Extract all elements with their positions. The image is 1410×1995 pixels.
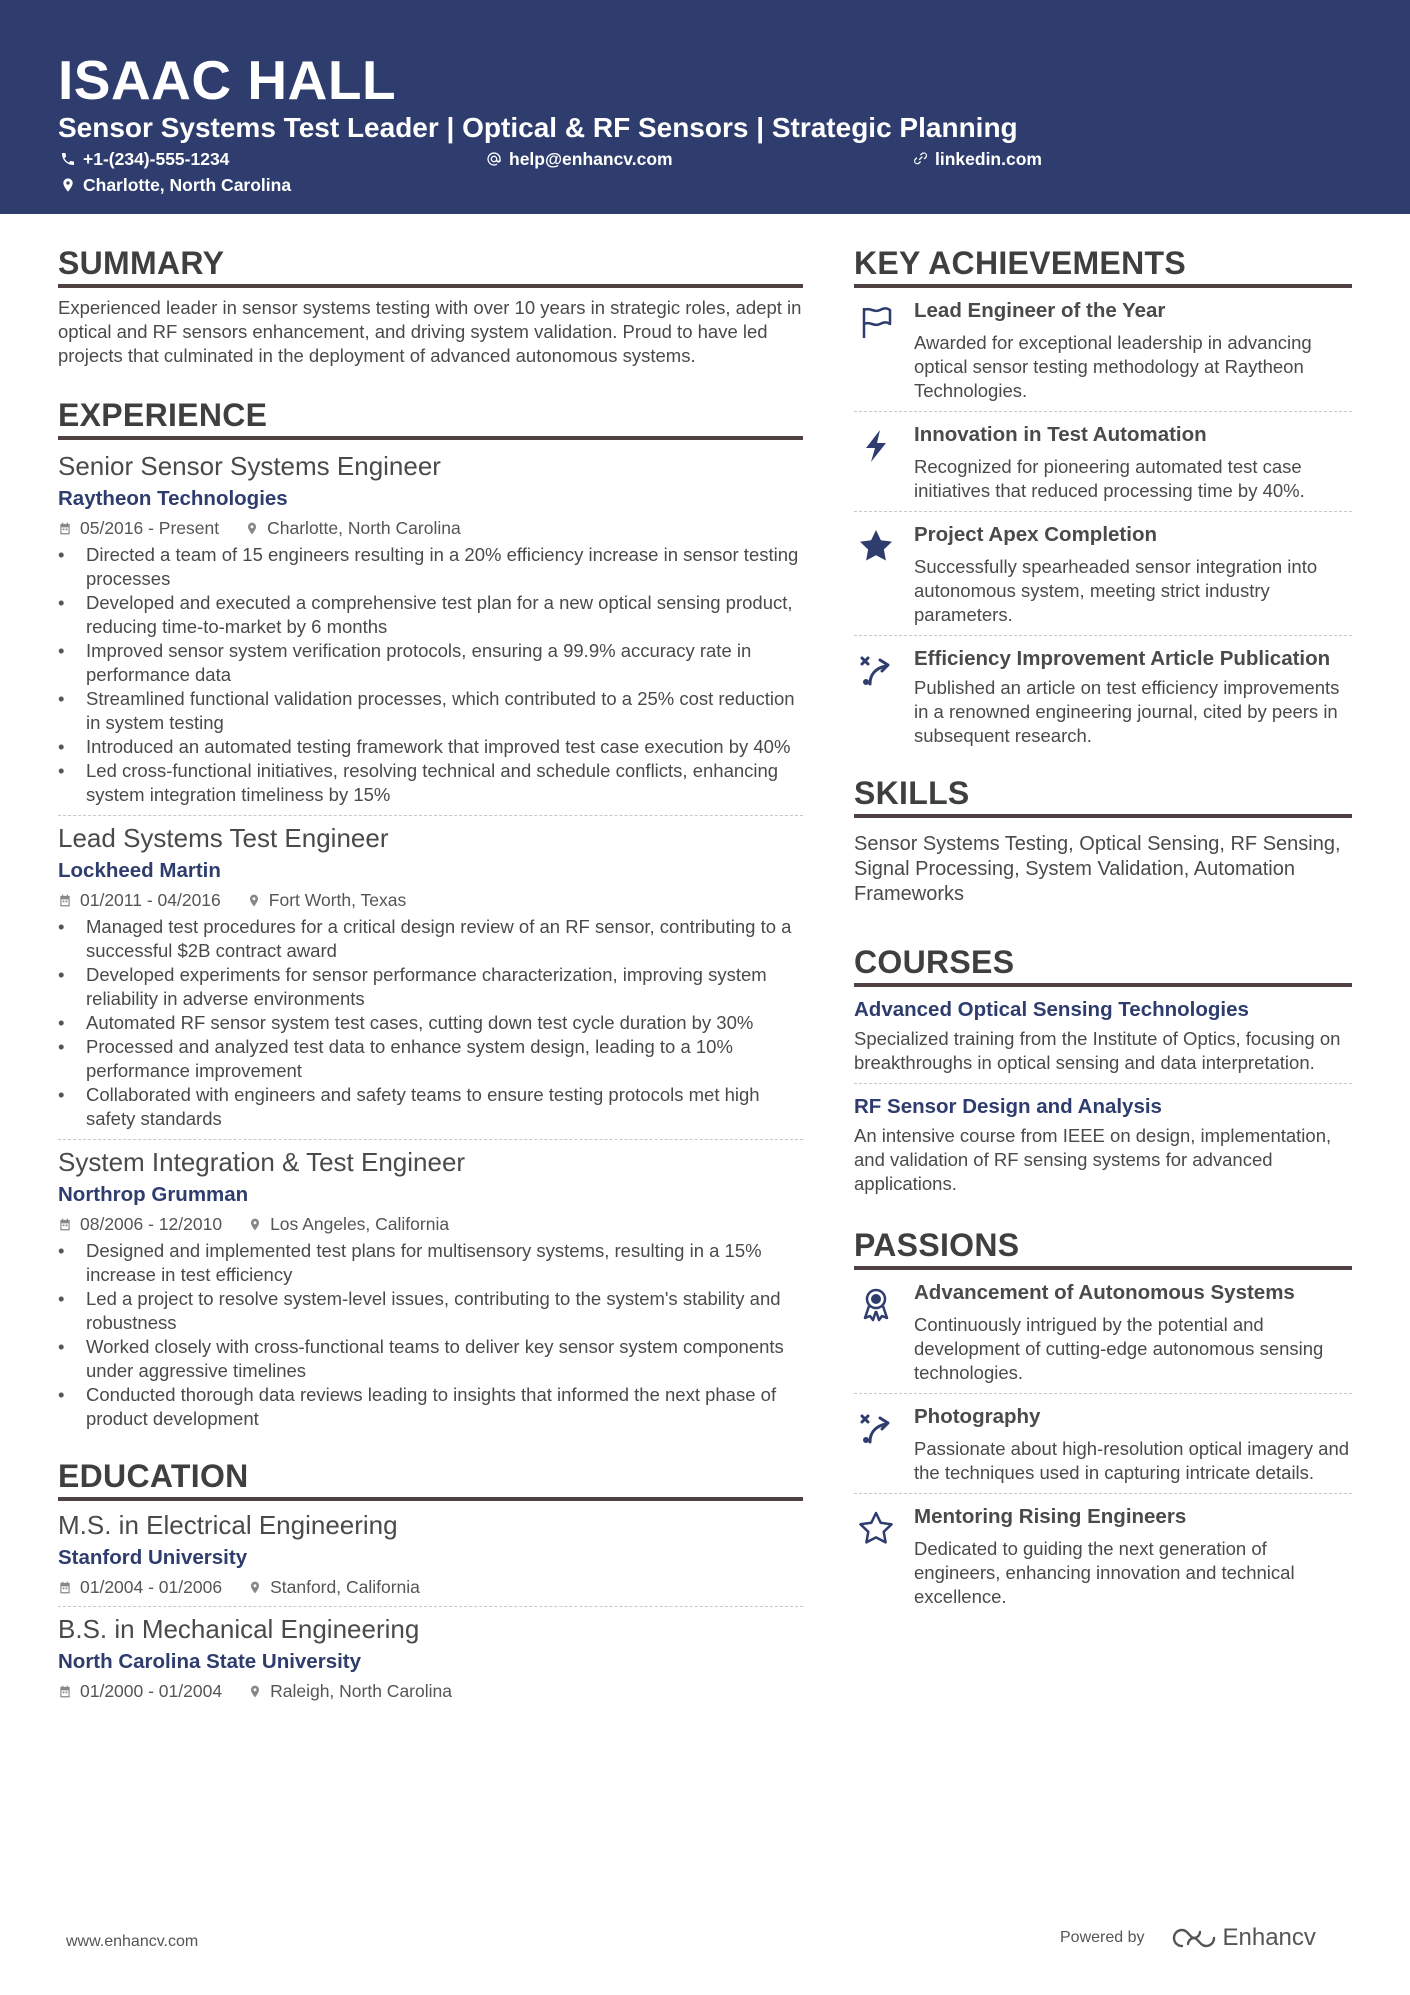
company-name: Raytheon Technologies — [58, 487, 288, 510]
phone-text: +1-(234)-555-1234 — [83, 149, 230, 169]
phone-icon — [60, 151, 76, 167]
experience-entry — [58, 450, 803, 807]
education-dates — [58, 1576, 222, 1598]
dates-text: 05/2016 - Present — [80, 518, 220, 538]
email-text[interactable]: help@enhancv.com — [509, 149, 673, 169]
passion-title: Photography — [914, 1405, 1041, 1428]
calendar-icon — [58, 893, 72, 908]
achievement-title: Lead Engineer of the Year — [914, 299, 1166, 322]
passion-desc: Dedicated to guiding the next generation of engineers, enhancing innovation and technical excellence. — [914, 1538, 1295, 1607]
achievement-title: Project Apex Completion — [914, 523, 1157, 546]
dates-text: 08/2006 - 12/2010 — [80, 1214, 223, 1234]
job-dates — [58, 889, 221, 911]
education-entry — [58, 1509, 803, 1598]
dates-text: 01/2011 - 04/2016 — [80, 890, 221, 910]
entry-divider — [58, 1606, 803, 1607]
education-location — [248, 1576, 420, 1598]
footer-branding — [1060, 1924, 1316, 1952]
achievement-item — [854, 646, 1352, 748]
dates-text: 01/2000 - 01/2004 — [80, 1681, 223, 1701]
contact-email[interactable] — [486, 148, 673, 170]
bullet-item: • Designed and implemented test plans for multisensory systems, resulting in a 15% increase in test efficiency — [58, 1239, 803, 1287]
passion-desc: Continuously intrigued by the potential and development of cutting-edge autonomous sensing technologies. — [914, 1314, 1324, 1383]
degree-title: M.S. in Electrical Engineering — [58, 1510, 398, 1540]
passion-title: Advancement of Autonomous Systems — [914, 1281, 1295, 1304]
education-entry — [58, 1613, 803, 1702]
footer-website[interactable]: www.enhancv.com — [66, 1933, 199, 1950]
achievement-item — [854, 298, 1352, 403]
company-name: Lockheed Martin — [58, 859, 221, 882]
school-name: Stanford University — [58, 1546, 248, 1569]
candidate-name: ISAAC HALL — [58, 49, 397, 111]
experience-heading: EXPERIENCE — [58, 396, 803, 440]
job-bullets — [58, 915, 803, 1131]
job-meta — [58, 517, 803, 539]
entry-divider — [58, 1139, 803, 1140]
bullet-item: • Introduced an automated testing framework that improved test case execution by 40% — [58, 735, 803, 759]
bullet-item: • Conducted thorough data reviews leading to insights that informed the next phase of product development — [58, 1383, 803, 1431]
location-text: Stanford, California — [270, 1577, 420, 1597]
education-heading: EDUCATION — [58, 1457, 803, 1501]
experience-entry — [58, 1146, 803, 1431]
at-icon — [486, 151, 502, 167]
passion-title: Mentoring Rising Engineers — [914, 1505, 1187, 1528]
contact-phone — [60, 148, 229, 170]
powered-by-text: Powered by — [1060, 1929, 1145, 1946]
flag-icon — [858, 304, 894, 340]
star-icon — [858, 528, 894, 564]
brand-name: Enhancv — [1222, 1924, 1316, 1951]
achievement-item — [854, 422, 1352, 503]
passion-item — [854, 1504, 1352, 1609]
course-desc: An intensive course from IEEE on design, implementation, and validation of RF sensing systems for advanced applications. — [854, 1125, 1332, 1194]
bullet-item: • Collaborated with engineers and safety teams to ensure testing protocols met high safety standards — [58, 1083, 803, 1131]
bullet-item: • Managed test procedures for a critical design review of an RF sensor, contributing to a successful $2B contract award — [58, 915, 803, 963]
school-name: North Carolina State University — [58, 1650, 362, 1673]
job-location — [245, 517, 461, 539]
education-meta — [58, 1576, 803, 1598]
bullet-item: • Worked closely with cross-functional teams to deliver key sensor system components under aggressive timelines — [58, 1335, 803, 1383]
location-text: Raleigh, North Carolina — [270, 1681, 452, 1701]
dates-text: 01/2004 - 01/2006 — [80, 1577, 223, 1597]
contact-location — [60, 174, 291, 196]
enhancv-logo-icon — [1171, 1926, 1217, 1950]
company-name: Northrop Grumman — [58, 1183, 249, 1206]
passion-item — [854, 1404, 1352, 1485]
job-title: System Integration & Test Engineer — [58, 1147, 466, 1177]
bullet-item: • Improved sensor system verification protocols, ensuring a 99.9% accuracy rate in performance data — [58, 639, 803, 687]
location-pin-icon — [248, 1217, 262, 1232]
achievement-title: Efficiency Improvement Article Publication — [914, 647, 1331, 670]
courses-heading: COURSES — [854, 943, 1352, 987]
skills-text: Sensor Systems Testing, Optical Sensing, RF Sensing, Signal Processing, System Validation, Automation Frameworks — [854, 833, 1341, 905]
linkedin-text[interactable]: linkedin.com — [935, 149, 1042, 169]
job-location — [248, 1213, 449, 1235]
achievements-heading: KEY ACHIEVEMENTS — [854, 244, 1352, 288]
course-title: Advanced Optical Sensing Technologies — [854, 998, 1249, 1021]
entry-divider — [854, 1083, 1352, 1084]
candidate-tagline: Sensor Systems Test Leader | Optical & RF Sensors | Strategic Planning — [58, 112, 1018, 143]
achievement-item — [854, 522, 1352, 627]
education-meta — [58, 1680, 803, 1702]
passion-desc: Passionate about high-resolution optical imagery and the techniques used in capturing intricate details. — [914, 1438, 1350, 1483]
link-icon — [912, 151, 928, 167]
job-bullets — [58, 543, 803, 807]
course-item — [854, 997, 1352, 1075]
bullet-item: • Led a project to resolve system-level issues, contributing to the system's stability and robustness — [58, 1287, 803, 1335]
job-bullets — [58, 1239, 803, 1431]
bullet-item: • Developed experiments for sensor performance characterization, improving system reliability in adverse environments — [58, 963, 803, 1011]
location-text: Los Angeles, California — [270, 1214, 450, 1234]
achievement-desc: Awarded for exceptional leadership in advancing optical sensor testing methodology at Raytheon Technologies. — [914, 332, 1312, 401]
achievement-desc: Published an article on test efficiency improvements in a renowned engineering journal, cited by peers in subsequent research. — [914, 677, 1340, 746]
job-dates — [58, 1213, 222, 1235]
entry-divider — [58, 815, 803, 816]
right-column — [854, 244, 1352, 1609]
summary-text: Experienced leader in sensor systems testing with over 10 years in strategic roles, adept in optical and RF sensors enhancement, and driving system validation. Proud to have led projects that culminated in the deployment of advanced autonomous systems. — [58, 297, 802, 366]
bullet-item: • Led cross-functional initiatives, resolving technical and schedule conflicts, enhancing system integration timeliness by 15% — [58, 759, 803, 807]
passions-heading: PASSIONS — [854, 1226, 1352, 1270]
left-column — [58, 244, 803, 1702]
job-meta — [58, 889, 803, 911]
job-title: Lead Systems Test Engineer — [58, 823, 389, 853]
strategy-icon — [858, 652, 894, 688]
achievement-title: Innovation in Test Automation — [914, 423, 1207, 446]
star-outline-icon — [858, 1510, 894, 1546]
job-title: Senior Sensor Systems Engineer — [58, 451, 441, 481]
job-meta — [58, 1213, 803, 1235]
bullet-item: • Automated RF sensor system test cases, cutting down test cycle duration by 30% — [58, 1011, 803, 1035]
location-pin-icon — [245, 521, 259, 536]
location-text: Fort Worth, Texas — [268, 890, 407, 910]
education-dates — [58, 1680, 222, 1702]
experience-entry — [58, 822, 803, 1131]
bullet-item: • Streamlined functional validation processes, which contributed to a 25% cost reduction in system testing — [58, 687, 803, 735]
course-desc: Specialized training from the Institute of Optics, focusing on breakthroughs in optical sensing and data interpretation. — [854, 1028, 1341, 1073]
strategy-icon — [858, 1410, 894, 1446]
enhancv-logo[interactable] — [1171, 1924, 1316, 1952]
resume-header — [0, 0, 1410, 214]
passion-item — [854, 1280, 1352, 1385]
job-location — [247, 889, 406, 911]
achievement-desc: Recognized for pioneering automated test case initiatives that reduced processing time by 40%. — [914, 456, 1305, 501]
location-text: Charlotte, North Carolina — [267, 518, 461, 538]
entry-divider — [854, 1393, 1352, 1394]
calendar-icon — [58, 1580, 72, 1595]
summary-heading: SUMMARY — [58, 244, 803, 288]
entry-divider — [854, 411, 1352, 412]
calendar-icon — [58, 521, 72, 536]
entry-divider — [854, 511, 1352, 512]
bullet-item: • Processed and analyzed test data to enhance system design, leading to a 10% performance improvement — [58, 1035, 803, 1083]
degree-title: B.S. in Mechanical Engineering — [58, 1614, 420, 1644]
calendar-icon — [58, 1684, 72, 1699]
location-pin-icon — [248, 1580, 262, 1595]
education-location — [248, 1680, 452, 1702]
calendar-icon — [58, 1217, 72, 1232]
bullet-item: • Developed and executed a comprehensive test plan for a new optical sensing product, reducing time-to-market by 6 months — [58, 591, 803, 639]
location-pin-icon — [248, 1684, 262, 1699]
course-title: RF Sensor Design and Analysis — [854, 1095, 1162, 1118]
entry-divider — [854, 635, 1352, 636]
award-icon — [858, 1286, 894, 1322]
location-pin-icon — [60, 177, 76, 193]
lightning-icon — [858, 428, 894, 464]
bullet-item: • Directed a team of 15 engineers resulting in a 20% efficiency increase in sensor testing processes — [58, 543, 803, 591]
skills-heading: SKILLS — [854, 774, 1352, 818]
contact-linkedin[interactable] — [912, 148, 1042, 170]
job-dates — [58, 517, 219, 539]
location-text: Charlotte, North Carolina — [83, 175, 292, 195]
course-item — [854, 1094, 1352, 1196]
location-pin-icon — [247, 893, 261, 908]
entry-divider — [854, 1493, 1352, 1494]
achievement-desc: Successfully spearheaded sensor integration into autonomous system, meeting strict industry parameters. — [914, 556, 1318, 625]
